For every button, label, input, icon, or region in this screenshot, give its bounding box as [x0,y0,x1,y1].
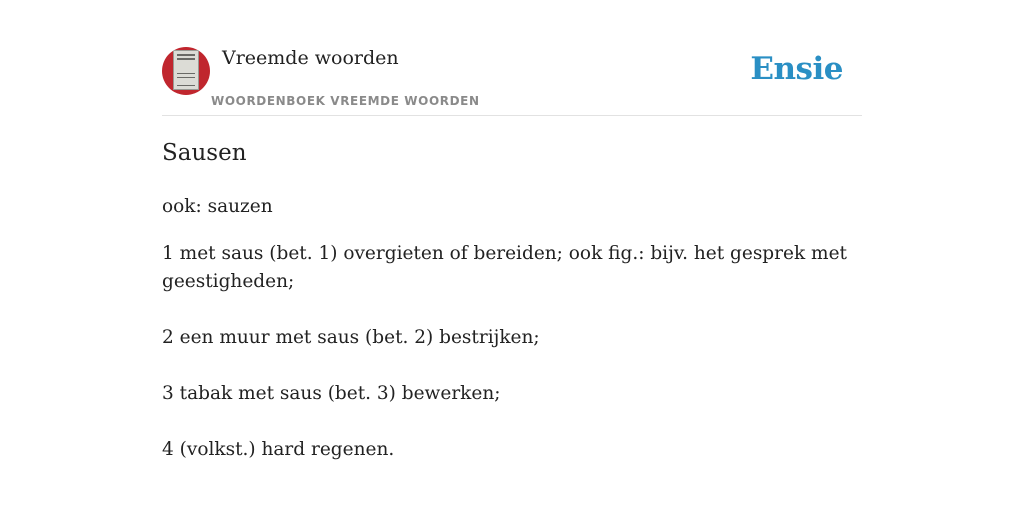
source-title[interactable]: Vreemde woorden [222,47,399,69]
definition-4: 4 (volkst.) hard regenen. [162,439,395,460]
entry-variant: ook: sauzen [162,196,273,217]
definition-2: 2 een muur met saus (bet. 2) bestrijken; [162,327,540,348]
definition-1: 1 met saus (bet. 1) overgieten of bereiden; ook fig.: bijv. het gesprek met geestigheden; [162,243,847,292]
definition-3: 3 tabak met saus (bet. 3) bewerken; [162,383,501,404]
source-avatar[interactable] [162,47,210,95]
ensie-logo[interactable]: Ensie [750,51,843,87]
source-subtitle: WOORDENBOEK VREEMDE WOORDEN [211,94,480,108]
entry-term: Sausen [162,140,247,166]
site-header [162,44,862,116]
book-cover-icon [173,50,199,90]
entry-content [162,193,862,492]
